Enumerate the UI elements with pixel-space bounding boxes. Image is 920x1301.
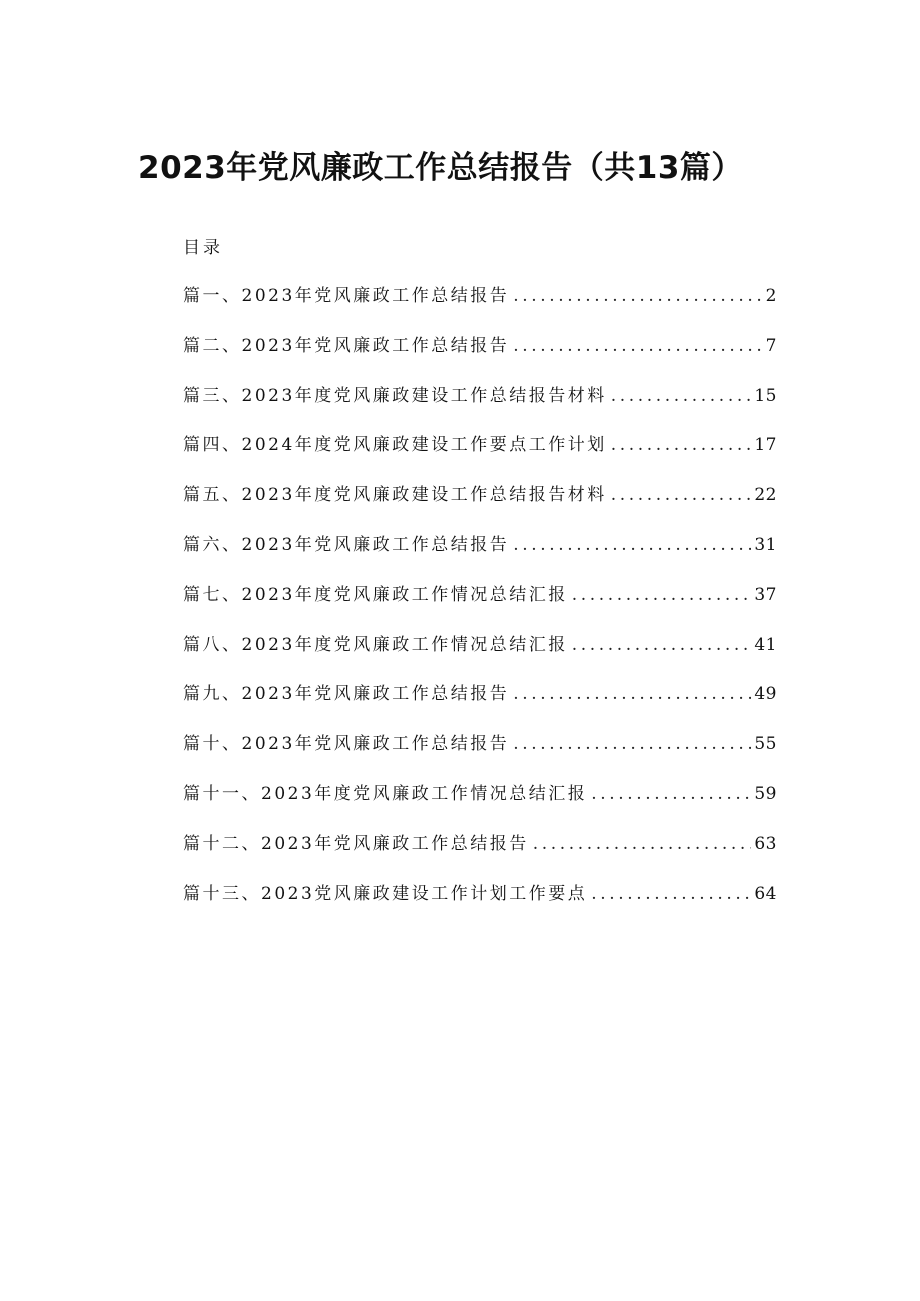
toc-entry-7[interactable]: [183, 583, 777, 633]
toc-entry-2[interactable]: [183, 334, 777, 384]
toc-entry-label: 篇五、2023年度党风廉政建设工作总结报告材料: [183, 485, 607, 506]
toc-dot-leader: [611, 384, 752, 408]
toc-entry-label: 篇十、2023年党风廉政工作总结报告: [183, 734, 510, 755]
toc-entry-page: 31: [754, 534, 777, 555]
toc-heading: 目录: [183, 238, 223, 258]
toc-entry-page: 37: [754, 584, 777, 605]
toc-dot-leader: [572, 633, 752, 657]
toc-entry-label: 篇三、2023年度党风廉政建设工作总结报告材料: [183, 385, 607, 406]
toc-entry-10[interactable]: [183, 732, 777, 782]
toc-entry-11[interactable]: [183, 782, 777, 832]
toc-entry-label: 篇十二、2023年党风廉政工作总结报告: [183, 833, 529, 854]
toc-entry-1[interactable]: [183, 284, 777, 334]
toc-entry-page: 41: [754, 634, 777, 655]
table-of-contents: [183, 284, 777, 931]
toc-entry-page: 17: [754, 435, 777, 456]
toc-dot-leader: [513, 732, 751, 756]
toc-entry-label: 篇九、2023年党风廉政工作总结报告: [183, 684, 510, 705]
toc-entry-12[interactable]: [183, 832, 777, 882]
toc-entry-page: 15: [754, 385, 777, 406]
toc-entry-label: 篇七、2023年度党风廉政工作情况总结汇报: [183, 584, 568, 605]
toc-entry-8[interactable]: [183, 633, 777, 683]
toc-entry-4[interactable]: [183, 433, 777, 483]
toc-entry-page: 7: [765, 335, 777, 356]
toc-dot-leader: [591, 882, 751, 906]
document-title: 2023年党风廉政工作总结报告（共13篇）: [138, 150, 743, 186]
toc-entry-label: 篇一、2023年党风廉政工作总结报告: [183, 286, 510, 306]
toc-dot-leader: [611, 433, 752, 457]
toc-dot-leader: [513, 533, 751, 557]
toc-entry-label: 篇八、2023年度党风廉政工作情况总结汇报: [183, 634, 568, 655]
toc-entry-page: 2: [765, 286, 777, 306]
toc-entry-label: 篇十三、2023党风廉政建设工作计划工作要点: [183, 883, 588, 904]
toc-entry-page: 55: [754, 734, 777, 755]
toc-entry-page: 22: [754, 485, 777, 506]
toc-entry-6[interactable]: [183, 533, 777, 583]
toc-entry-label: 篇十一、2023年度党风廉政工作情况总结汇报: [183, 783, 588, 804]
toc-entry-label: 篇六、2023年党风廉政工作总结报告: [183, 534, 510, 555]
toc-dot-leader: [513, 334, 762, 358]
toc-dot-leader: [513, 284, 762, 308]
toc-entry-page: 63: [754, 833, 777, 854]
toc-dot-leader: [591, 782, 751, 806]
toc-entry-label: 篇二、2023年党风廉政工作总结报告: [183, 335, 510, 356]
toc-entry-5[interactable]: [183, 483, 777, 533]
toc-entry-page: 49: [754, 684, 777, 705]
toc-dot-leader: [533, 832, 752, 856]
toc-dot-leader: [611, 483, 752, 507]
toc-entry-page: 64: [754, 883, 777, 904]
toc-dot-leader: [572, 583, 752, 607]
toc-entry-page: 59: [754, 783, 777, 804]
toc-dot-leader: [513, 682, 751, 706]
toc-entry-13[interactable]: [183, 882, 777, 932]
toc-entry-9[interactable]: [183, 682, 777, 732]
toc-entry-label: 篇四、2024年度党风廉政建设工作要点工作计划: [183, 435, 607, 456]
toc-entry-3[interactable]: [183, 384, 777, 434]
